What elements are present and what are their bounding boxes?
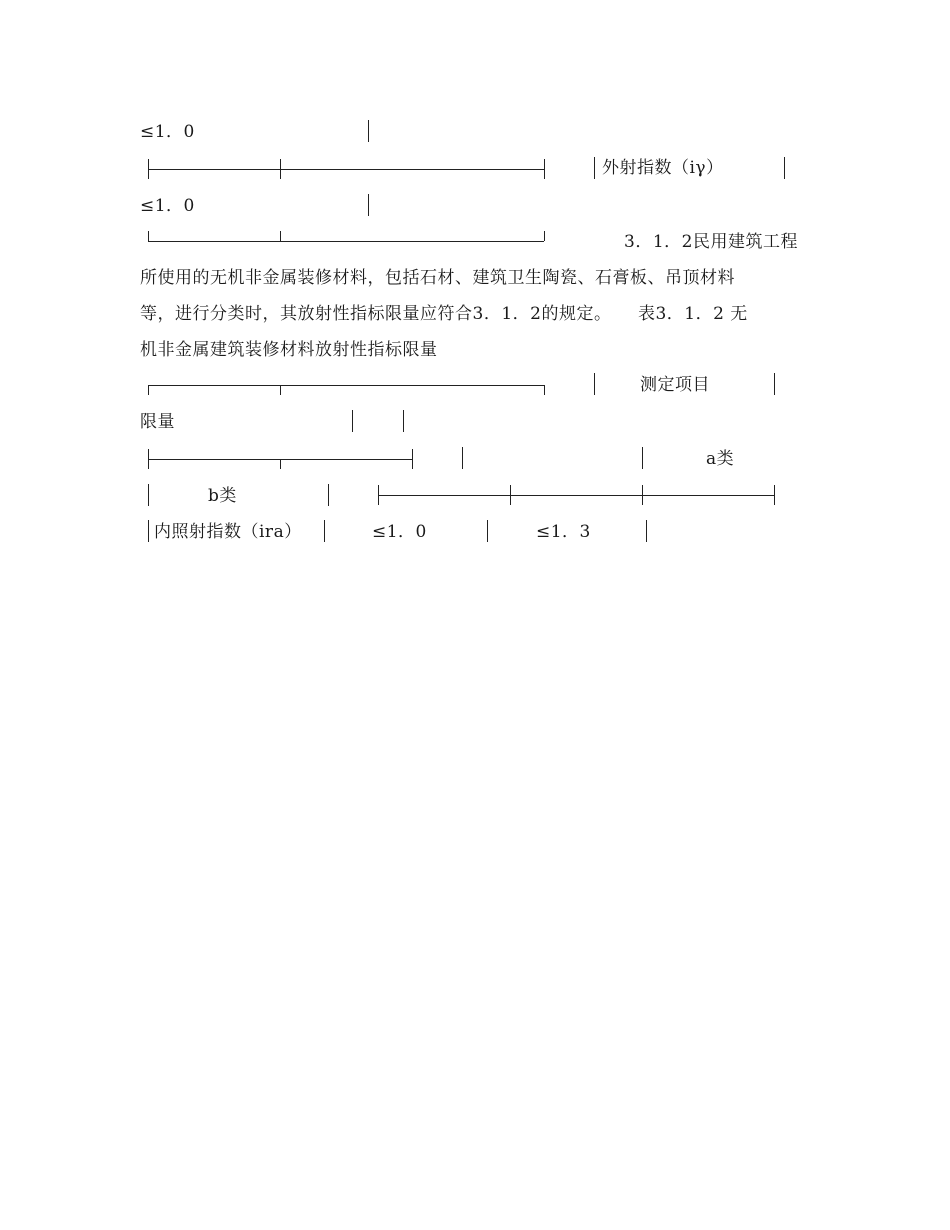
table-border: [487, 520, 488, 542]
table-border: [148, 159, 149, 179]
table-border: [280, 459, 281, 469]
table-border: [148, 231, 149, 241]
table-border: [642, 485, 643, 505]
table-border: [784, 157, 785, 179]
external-index-label: 外射指数（iγ）: [602, 158, 724, 178]
table-border: [324, 520, 325, 542]
table-border: [510, 485, 511, 505]
table-border: [594, 373, 595, 395]
paragraph-line: 等，进行分类时，其放射性指标限量应符合3．1．2的规定。 表3．1．2 无: [140, 304, 748, 324]
limit-value-2: ≤1．0: [140, 196, 195, 216]
table-border: [148, 449, 149, 469]
internal-class-a-value: ≤1．0: [372, 522, 427, 542]
table-border: [774, 373, 775, 395]
table-border: [642, 447, 643, 469]
table-border: [774, 485, 775, 505]
table-border: [462, 447, 463, 469]
header-limit: 限量: [140, 412, 175, 432]
table-rule: [148, 169, 544, 170]
table-border: [378, 485, 379, 505]
table-caption: 机非金属建筑装修材料放射性指标限量: [140, 340, 438, 360]
table-border: [544, 385, 545, 395]
table-border: [148, 385, 149, 395]
table-border: [544, 159, 545, 179]
table-border: [544, 231, 545, 241]
limit-value-1: ≤1．0: [140, 122, 195, 142]
section-heading: 3．1．2民用建筑工程: [624, 232, 798, 252]
table-border: [594, 157, 595, 179]
table-border: [403, 410, 404, 432]
table-border: [352, 410, 353, 432]
internal-index-label: 内照射指数（ira）: [154, 522, 302, 542]
table-rule: [148, 241, 544, 242]
table-border: [368, 194, 369, 216]
paragraph-line: 所使用的无机非金属装修材料，包括石材、建筑卫生陶瓷、石膏板、吊顶材料: [140, 268, 735, 288]
table-border: [328, 484, 329, 506]
table-border: [148, 520, 149, 542]
table-border: [280, 231, 281, 241]
header-test-item: 测定项目: [640, 375, 710, 395]
class-b-label: b类: [208, 486, 237, 506]
table-rule: [378, 495, 774, 496]
table-border: [148, 484, 149, 506]
table-border: [646, 520, 647, 542]
class-a-label: a类: [706, 449, 735, 469]
table-border: [368, 120, 369, 142]
table-border: [412, 449, 413, 469]
table-border: [280, 159, 281, 179]
table-border: [280, 385, 281, 395]
internal-class-b-value: ≤1．3: [536, 522, 591, 542]
table-rule: [148, 385, 544, 386]
